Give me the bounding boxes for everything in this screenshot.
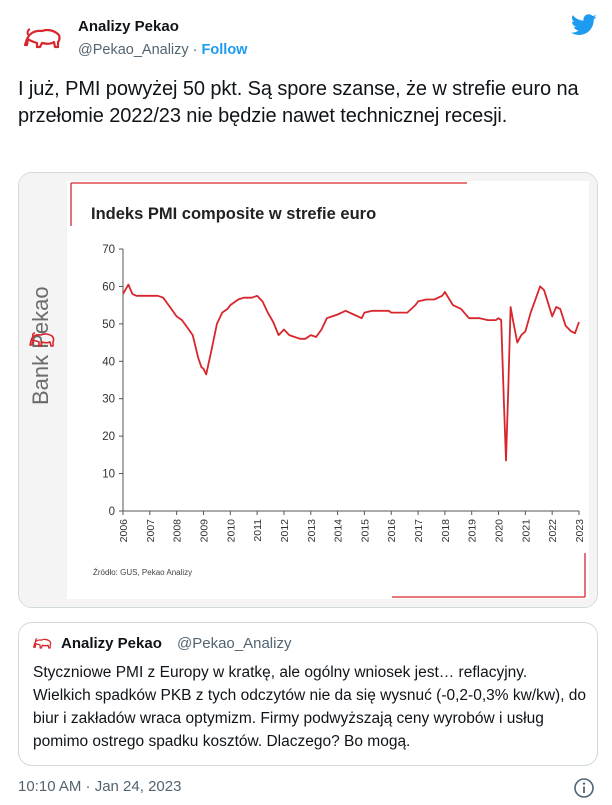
x-tick-label: 2018 [439, 519, 452, 543]
y-tick-label: 20 [102, 431, 115, 444]
x-tick-label: 2007 [144, 519, 157, 543]
handle-row [78, 42, 247, 58]
bison-logo-icon[interactable] [33, 633, 53, 653]
x-tick-label: 2019 [466, 519, 479, 543]
display-name[interactable]: Analizy Pekao [78, 18, 179, 35]
tweet-media[interactable] [18, 172, 598, 608]
pmi-chart [67, 181, 589, 599]
quoted-handle: @Pekao_Analizy [177, 635, 292, 652]
bison-logo-icon [18, 14, 66, 62]
x-tick-label: 2008 [171, 519, 184, 543]
x-tick-label: 2014 [332, 519, 345, 543]
y-tick-label: 70 [102, 244, 115, 256]
y-tick-label: 10 [102, 468, 115, 481]
info-icon[interactable] [573, 777, 595, 799]
chart-panel [67, 181, 589, 599]
brand-strip [19, 173, 67, 607]
quoted-text: Styczniowe PMI z Europy w kratkę, ale ogólny wniosek jest… reflacyjny. Wielkich spadków PKB z tych odczytów nie da się wysnuć (-0,2-0,3% kw/kw), do biur i zakładów wraca optymizm. Firmy podwyższają ceny wyrobów i usług pomimo ostrego spadku kosztów. Dlaczego? Bo mogą. [33, 664, 587, 750]
follow-button[interactable]: Follow [201, 42, 248, 58]
brand-text: Bank Pekao [28, 286, 53, 405]
y-tick-label: 40 [102, 356, 115, 369]
timestamp[interactable]: 10:10 AM · Jan 24, 2023 [18, 778, 182, 795]
series-line-pmi [123, 285, 579, 461]
x-tick-label: 2012 [278, 519, 291, 543]
y-tick-label: 30 [102, 393, 115, 406]
x-tick-label: 2010 [225, 519, 238, 543]
x-tick-label: 2017 [413, 519, 426, 543]
x-tick-label: 2006 [118, 519, 130, 543]
bison-logo-icon [29, 327, 57, 351]
x-tick-label: 2011 [252, 519, 265, 542]
chart-title: Indeks PMI composite w strefie euro [91, 205, 377, 223]
x-tick-label: 2021 [520, 519, 533, 543]
source-note: Źródło: GUS, Pekao Analizy [93, 568, 193, 577]
x-tick-label: 2020 [493, 519, 506, 543]
x-tick-label: 2013 [305, 519, 318, 543]
y-tick-label: 50 [102, 318, 115, 331]
x-tick-label: 2015 [359, 519, 372, 543]
x-tick-label: 2022 [547, 519, 560, 543]
quoted-display-name: Analizy Pekao [61, 635, 162, 652]
handle[interactable]: @Pekao_Analizy [78, 42, 189, 58]
quoted-tweet[interactable] [18, 622, 598, 766]
x-tick-label: 2023 [574, 519, 586, 543]
x-tick-label: 2016 [386, 519, 399, 543]
x-tick-label: 2009 [198, 519, 211, 543]
separator: · [192, 42, 198, 58]
twitter-bird-icon[interactable] [571, 14, 597, 36]
tweet-text: I już, PMI powyżej 50 pkt. Są spore szanse, że w strefie euro na przełomie 2022/23 nie będzie nawet technicznej recesji. [18, 78, 579, 127]
y-tick-label: 60 [102, 281, 115, 294]
avatar[interactable] [18, 14, 66, 62]
y-tick-label: 0 [108, 506, 115, 518]
